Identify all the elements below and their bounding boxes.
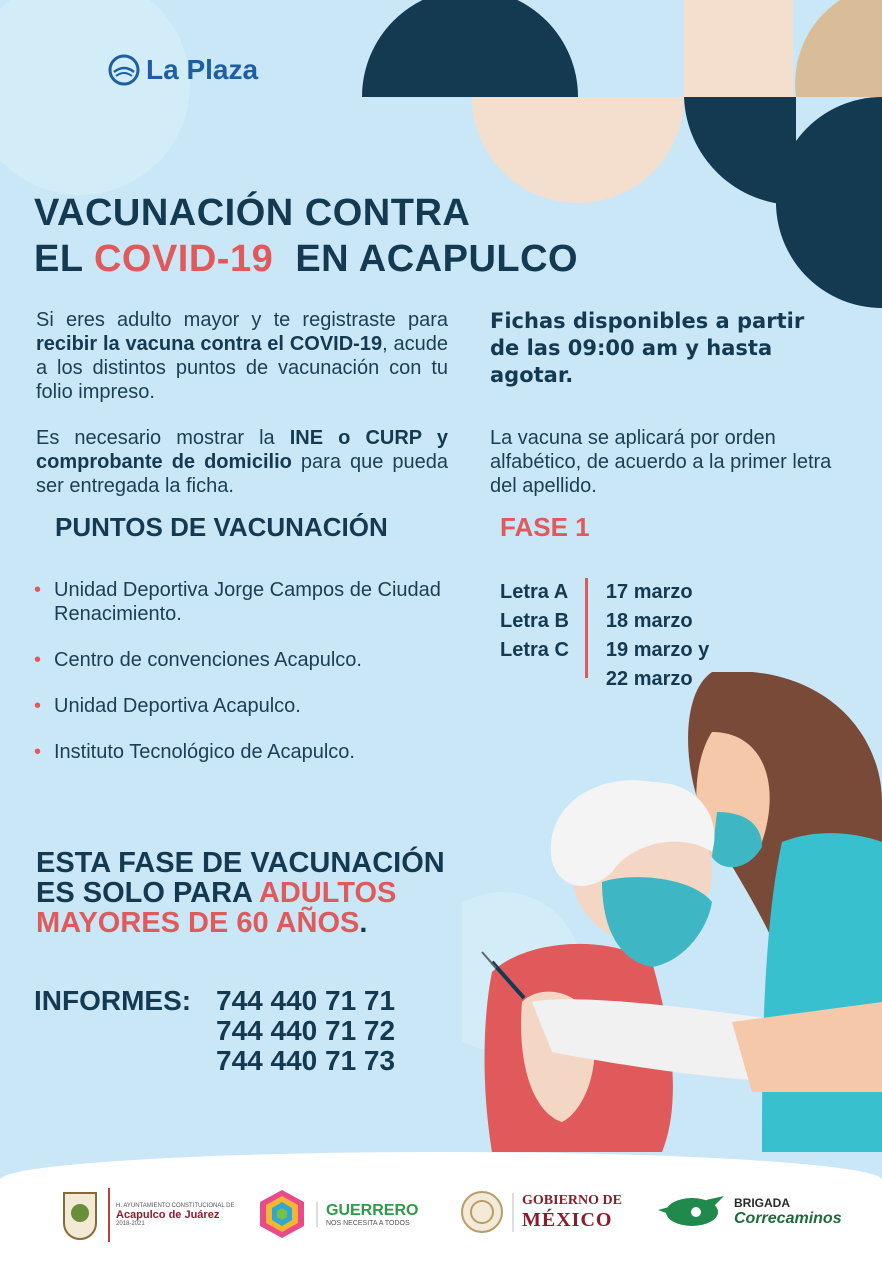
puntos-list	[34, 578, 474, 786]
date-b: 18 marzo	[605, 610, 693, 632]
list-item: • Centro de convenciones Acapulco.	[34, 648, 474, 672]
fichas-paragraph: Fichas disponibles a partir de las 09:00 am y hasta agotar.	[490, 309, 805, 387]
intro-bold: recibir la vacuna contra el COVID-19	[36, 333, 383, 355]
acapulco-seal-icon	[60, 1189, 100, 1241]
puntos-heading: PUNTOS DE VACUNACIÓN	[55, 512, 388, 542]
list-item: • Unidad Deportiva Acapulco.	[34, 694, 474, 718]
brand-logo	[108, 54, 258, 86]
gobierno-line-2: MÉXICO	[522, 1208, 613, 1231]
requirements-bold: INE o CURP y comprobante de domicilio	[36, 427, 448, 473]
notice-period: .	[359, 907, 368, 939]
notice-adultos: ADULTOS	[258, 877, 397, 909]
gobierno-line-1: GOBIERNO DE	[522, 1192, 622, 1208]
intro-text-1: Si eres adulto mayor y te registraste para	[36, 309, 448, 331]
informes-label: INFORMES:	[34, 985, 192, 1016]
order-paragraph: La vacuna se aplicará por orden alfabético, de acuerdo a la primer letra del apellido.	[490, 427, 832, 497]
intro-text-2: , acude a los distintos puntos de vacunación con tu folio impreso.	[36, 333, 448, 403]
phone-list	[216, 986, 395, 1076]
contact-info	[34, 986, 395, 1076]
brigada-logo	[656, 1192, 842, 1232]
acapulco-logo	[60, 1188, 234, 1242]
brigada-line-2: Correcaminos	[734, 1210, 842, 1227]
list-item: • Unidad Deportiva Jorge Campos de Ciudad Renacimiento.	[34, 578, 474, 626]
acapulco-small-text: H. AYUNTAMIENTO CONSTITUCIONAL DE	[116, 1203, 235, 1209]
date-c: 19 marzo y	[605, 639, 710, 661]
phone-number: 744 440 71 72	[216, 1015, 396, 1046]
intro-paragraph	[36, 308, 448, 404]
notice-line-2-pre: ES SOLO PARA	[36, 877, 259, 909]
requirements-text-2: para que pueda ser entregada la ficha.	[36, 451, 448, 497]
guerrero-logo	[256, 1188, 418, 1240]
date-c-extra: 22 marzo	[605, 668, 693, 690]
roadrunner-icon	[656, 1192, 726, 1232]
notice-line-2	[36, 878, 445, 908]
guerrero-name: GUERRERO	[326, 1201, 419, 1219]
title-line-2-pre: EL	[34, 238, 94, 280]
notice-line-1: ESTA FASE DE VACUNACIÓN	[36, 847, 445, 879]
phone-number: 744 440 71 73	[216, 1045, 396, 1076]
brand-name: La Plaza	[146, 54, 259, 85]
title-line-2-post: EN ACAPULCO	[273, 238, 579, 280]
gobierno-mexico-logo	[460, 1190, 622, 1234]
letter-c: Letra C	[500, 639, 569, 661]
age-notice	[36, 848, 445, 938]
title-covid: COVID-19	[93, 238, 274, 280]
phone-number: 744 440 71 71	[216, 985, 396, 1016]
date-a: 17 marzo	[605, 581, 693, 603]
acapulco-years: 2018-2021	[116, 1221, 145, 1227]
letter-b: Letra B	[500, 610, 569, 632]
fase-letters	[500, 578, 588, 678]
footer-logos	[0, 1152, 882, 1280]
brigada-line-1: BRIGADA	[734, 1196, 790, 1210]
requirements-paragraph	[36, 426, 448, 498]
requirements-text-1: Es necesario mostrar la	[36, 427, 290, 449]
letter-a: Letra A	[500, 581, 569, 603]
title-line-1: VACUNACIÓN CONTRA	[34, 192, 471, 234]
title-line-2	[34, 236, 578, 282]
vaccination-illustration	[462, 672, 882, 1152]
guerrero-emblem-icon	[256, 1188, 308, 1240]
fase-heading: FASE 1	[500, 512, 590, 542]
mexico-seal-icon	[460, 1190, 504, 1234]
list-item: • Instituto Tecnológico de Acapulco.	[34, 740, 474, 764]
page-title	[34, 190, 578, 282]
guerrero-tagline: NOS NECESITA A TODOS	[326, 1219, 410, 1227]
notice-line-3	[36, 908, 445, 938]
acapulco-name: Acapulco de Juárez	[116, 1209, 220, 1221]
globe-icon	[108, 54, 140, 86]
notice-mayores: MAYORES DE 60 AÑOS	[36, 907, 360, 939]
